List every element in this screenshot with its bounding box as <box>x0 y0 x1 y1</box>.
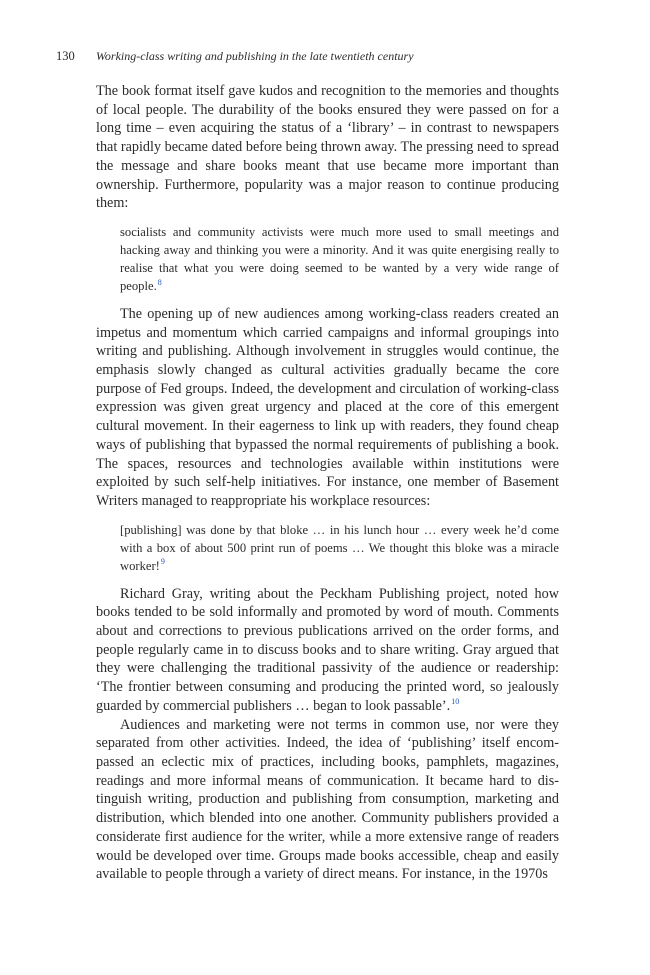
paragraph-audiences-marketing: Audiences and marketing were not terms in common use, nor were they separated from other activities. Indeed, the idea of ‘publishing’ itself encompassed an eclectic mix of practices, including books, pamphlets, magazines, readings and more informal means of communication. It became hard to distinguish writing, production and publishing from consumption, marketing and distribution, which blended into one another. Community publishers provided a considerate first audience for the writer, while a more extensive range of readers would be developed over time. Groups made books accessible, cheap and easily available to people through a variety of direct means. For instance, in the 1970s <box>96 716 559 883</box>
paragraph-text: Richard Gray, writing about the Peckham Publishing project, noted how books tended to be sold informally and promoted by word of mouth. Comments about and corrections to previous publications arrived on the order forms, and people regularly came in to discuss books and to share writing. Gray argued that they were challenging the traditional passivity of the audience or readership: ‘The frontier between consuming and producing the printed word, so jealously guarded by commercial publishers … began to look passable’. <box>96 585 559 714</box>
paragraph-new-audiences: The opening up of new audiences among working-class readers created an impetus and momentum which carried campaigns and informal groupings into writing and publishing. Although involvement in struggles would continue, the emphasis slowly changed as cultural activities gradually became the core purpose of Fed groups. Indeed, the development and circulation of working-class expression was given great urgency and placed at the core of this emergent cultural movement. In their eagerness to link up with readers, they found cheap ways of publishing that bypassed the normal requirements of publishing a book. The spaces, resources and technologies available within institutions were exploited by such self-help initiatives. For instance, one member of Basement Writers managed to reappropriate his workplace resources: <box>96 305 559 509</box>
paragraph-book-format: The book format itself gave kudos and recognition to the memories and thoughts of local people. The durability of the books ensured they were passed on for a long time – even acquiring the status of a ‘library’ – in contrast to newspapers that rapidly became dated before being thrown away. The pressing need to spread the message and share books meant that use became more important than ownership. Furthermore, popularity was a major reason to continue producing them: <box>96 83 559 212</box>
running-title: Working-class writing and publishing in the late twentieth century <box>96 49 414 63</box>
page-number: 130 <box>56 49 75 63</box>
body-text <box>96 82 559 884</box>
quote-text: socialists and community activists were much more used to small meetings and hacking away and thinking you were a minority. And it was quite energising really to realise that what you were doing seemed to be wanted by a very wide range of people. <box>120 224 559 293</box>
running-head <box>56 47 590 65</box>
quote-text: [publishing] was done by that bloke … in his lunch hour … every week he’d come with a box of about 500 print run of poems … We thought this bloke was a miracle worker! <box>120 522 559 573</box>
block-quote-publishing <box>120 521 559 575</box>
footnote-marker-8[interactable]: 8 <box>157 277 162 287</box>
footnote-marker-9[interactable]: 9 <box>160 557 165 567</box>
footnote-marker-10[interactable]: 10 <box>451 697 460 707</box>
block-quote-activists <box>120 223 559 295</box>
paragraph-richard-gray <box>96 585 559 716</box>
